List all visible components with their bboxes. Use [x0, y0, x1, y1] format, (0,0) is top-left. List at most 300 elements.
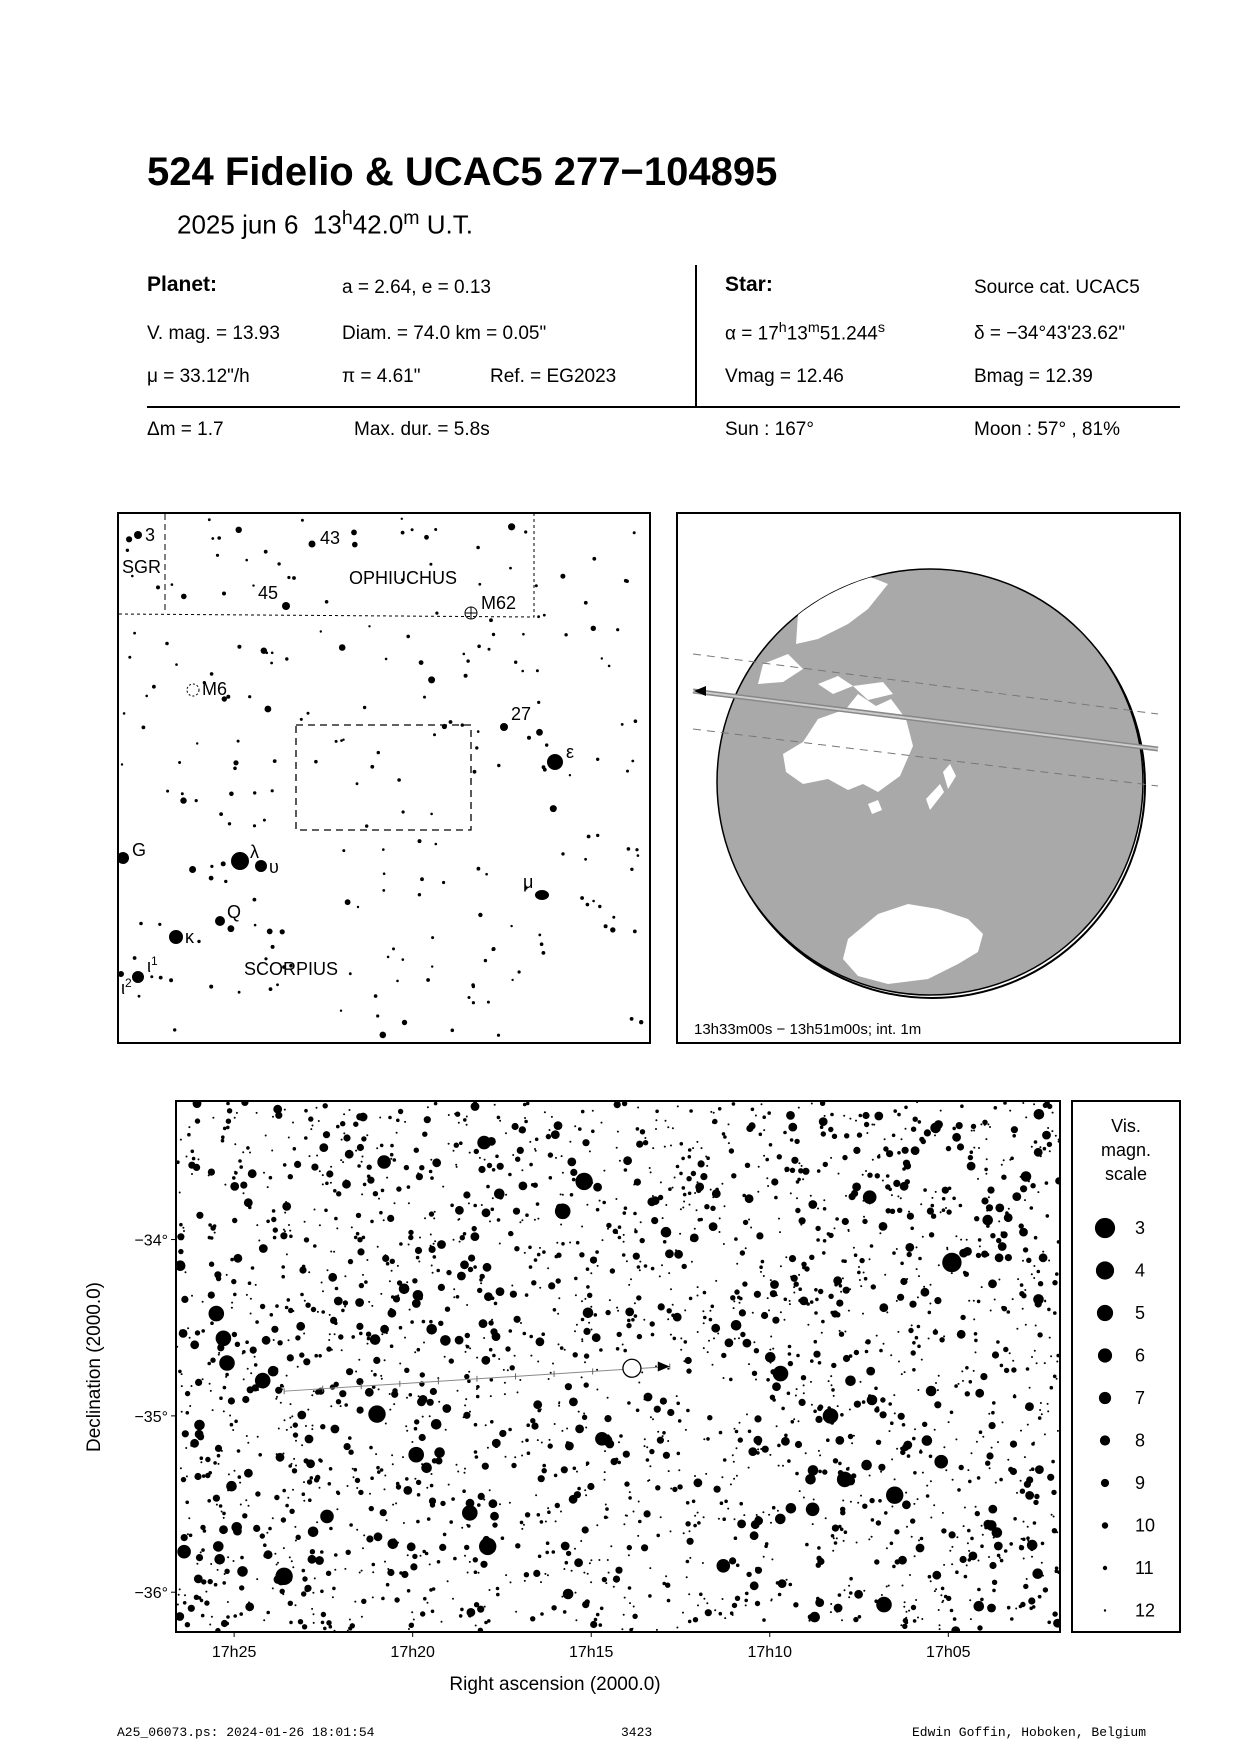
- finder-star: [451, 1029, 455, 1033]
- field-star: [604, 1450, 606, 1452]
- field-star: [683, 1193, 687, 1197]
- field-star: [633, 1511, 635, 1513]
- field-star: [288, 1601, 293, 1606]
- finder-star: [339, 644, 346, 651]
- field-star: [301, 1591, 306, 1596]
- field-star: [185, 1501, 189, 1505]
- field-star: [879, 1303, 888, 1312]
- field-star: [456, 1295, 460, 1299]
- field-star: [685, 1429, 687, 1431]
- field-star: [433, 1255, 437, 1259]
- finder-star: [431, 965, 433, 967]
- field-star: [999, 1557, 1001, 1559]
- field-star: [1033, 1103, 1035, 1105]
- field-star: [831, 1384, 833, 1386]
- field-star: [843, 1540, 845, 1542]
- field-star: [232, 1218, 237, 1223]
- field-star: [561, 1155, 563, 1157]
- field-star: [390, 1153, 394, 1157]
- field-star: [416, 1480, 421, 1485]
- finder-star: [401, 518, 403, 520]
- field-star: [188, 1517, 190, 1519]
- field-star: [330, 1251, 332, 1253]
- finder-star: [126, 536, 132, 542]
- field-star: [915, 1336, 919, 1340]
- finder-star: [173, 1028, 176, 1031]
- field-star: [316, 1155, 318, 1157]
- field-star: [921, 1618, 923, 1620]
- field-star: [290, 1426, 292, 1428]
- field-star: [228, 1397, 235, 1404]
- field-star: [882, 1180, 884, 1182]
- field-star: [582, 1139, 589, 1146]
- event-hour: 13: [312, 209, 342, 240]
- field-star: [357, 1407, 364, 1414]
- finder-star: [497, 1034, 500, 1037]
- field-star: [1023, 1247, 1028, 1252]
- field-star: [1021, 1538, 1023, 1540]
- field-star: [770, 1362, 772, 1364]
- field-star: [1039, 1146, 1041, 1148]
- field-star: [832, 1525, 839, 1532]
- field-star: [231, 1522, 242, 1533]
- field-star: [1051, 1490, 1056, 1495]
- field-star: [926, 1485, 928, 1487]
- field-star: [697, 1331, 699, 1333]
- field-star: [276, 1564, 278, 1566]
- field-star: [336, 1125, 340, 1129]
- field-star: [312, 1425, 314, 1427]
- finder-star: [133, 632, 136, 635]
- field-star: [987, 1187, 994, 1194]
- field-star: [813, 1351, 820, 1358]
- finder-star: [542, 951, 546, 955]
- field-star: [184, 1594, 186, 1596]
- field-star: [618, 1236, 622, 1240]
- field-star: [1019, 1228, 1028, 1237]
- field-star: [948, 1421, 950, 1423]
- field-star: [419, 1434, 426, 1441]
- finder-star: [627, 847, 631, 851]
- field-star: [253, 1525, 260, 1532]
- field-star: [916, 1246, 918, 1248]
- field-star: [614, 1102, 621, 1108]
- field-star: [289, 1230, 291, 1232]
- field-star: [902, 1423, 906, 1427]
- finder-star: [196, 742, 198, 744]
- field-star: [526, 1423, 530, 1427]
- field-star: [264, 1550, 273, 1559]
- field-star: [463, 1232, 467, 1236]
- field-star: [287, 1298, 291, 1302]
- field-star: [396, 1132, 398, 1134]
- field-star: [871, 1536, 873, 1538]
- field-star: [812, 1523, 814, 1525]
- field-star: [239, 1482, 241, 1484]
- field-star: [302, 1569, 306, 1573]
- field-star: [331, 1425, 340, 1434]
- finder-star: [396, 980, 399, 983]
- field-star: [178, 1370, 182, 1374]
- field-star: [627, 1545, 632, 1550]
- field-star: [499, 1503, 501, 1505]
- field-star: [405, 1477, 409, 1481]
- globe-canvas: [678, 514, 1179, 1042]
- field-star: [178, 1249, 183, 1254]
- finder-star: [535, 584, 538, 587]
- field-star: [896, 1248, 898, 1250]
- finder-star: [509, 567, 512, 570]
- legend-mag-label: 3: [1135, 1218, 1146, 1238]
- field-star: [336, 1508, 338, 1510]
- field-star: [587, 1573, 589, 1575]
- finder-star: [189, 866, 196, 873]
- field-star: [772, 1398, 776, 1402]
- label-m6: M6: [202, 679, 228, 699]
- field-star: [1025, 1116, 1027, 1118]
- field-star: [995, 1253, 1004, 1262]
- field-star: [982, 1534, 984, 1536]
- field-star: [810, 1300, 814, 1304]
- finder-star: [382, 848, 385, 851]
- field-star: [438, 1284, 445, 1291]
- field-star: [670, 1288, 672, 1290]
- field-star: [594, 1618, 598, 1622]
- field-star: [665, 1204, 667, 1206]
- field-star: [548, 1443, 553, 1448]
- field-star: [647, 1480, 649, 1482]
- field-star: [263, 1543, 267, 1547]
- finder-star: [592, 557, 596, 561]
- finder-star: [219, 812, 223, 816]
- field-star: [496, 1587, 500, 1591]
- bright-star: [806, 1503, 820, 1517]
- field-star: [229, 1415, 231, 1417]
- label-27: 27: [511, 704, 532, 724]
- y-tick-label: −36°: [134, 1585, 168, 1603]
- star-vmag: Vmag = 12.46: [725, 366, 844, 387]
- field-star: [680, 1208, 682, 1210]
- field-star: [514, 1316, 521, 1323]
- field-star: [711, 1305, 715, 1309]
- field-star: [359, 1283, 364, 1288]
- finder-star: [314, 760, 318, 764]
- field-star: [667, 1440, 669, 1442]
- field-star: [340, 1159, 342, 1161]
- field-star: [239, 1585, 244, 1590]
- field-star: [864, 1277, 868, 1281]
- field-star: [198, 1596, 202, 1600]
- field-star: [341, 1139, 343, 1141]
- field-star: [954, 1384, 958, 1388]
- bright-star: [837, 1472, 853, 1488]
- field-star: [1031, 1356, 1033, 1358]
- field-star: [248, 1169, 257, 1178]
- field-star: [623, 1156, 632, 1165]
- field-star: [476, 1395, 480, 1399]
- field-star: [449, 1520, 453, 1524]
- field-star: [435, 1457, 442, 1464]
- field-star: [464, 1404, 466, 1406]
- field-star: [342, 1391, 346, 1395]
- field-star: [640, 1221, 642, 1223]
- field-star: [1047, 1403, 1049, 1405]
- field-star: [845, 1195, 847, 1197]
- field-star: [724, 1205, 726, 1207]
- field-star: [686, 1409, 690, 1413]
- field-star: [984, 1168, 988, 1172]
- field-star: [756, 1232, 763, 1239]
- field-star: [390, 1259, 395, 1264]
- field-star: [538, 1555, 542, 1559]
- field-star: [588, 1322, 590, 1324]
- field-star: [577, 1487, 581, 1491]
- field-star: [438, 1401, 440, 1403]
- field-star: [753, 1341, 755, 1343]
- field-star: [249, 1152, 251, 1154]
- field-star: [288, 1339, 290, 1341]
- field-star: [1025, 1402, 1034, 1411]
- field-star: [721, 1353, 726, 1358]
- field-star: [889, 1430, 891, 1432]
- star-27: [500, 723, 508, 731]
- field-star: [361, 1136, 366, 1141]
- field-star: [296, 1322, 305, 1331]
- field-star: [412, 1278, 417, 1283]
- field-star: [399, 1571, 403, 1575]
- legend-star-12: [1104, 1609, 1106, 1611]
- field-star: [189, 1534, 193, 1538]
- field-star: [505, 1346, 510, 1351]
- label-m62: M62: [481, 593, 517, 613]
- label-g: G: [132, 840, 147, 860]
- field-star: [581, 1338, 583, 1340]
- finder-star: [418, 893, 421, 896]
- field-star: [870, 1244, 874, 1248]
- field-star: [796, 1388, 798, 1390]
- field-star: [241, 1102, 248, 1106]
- legend-star-8: [1100, 1435, 1110, 1445]
- field-star: [739, 1302, 741, 1304]
- field-star: [742, 1281, 747, 1286]
- field-star: [194, 1575, 203, 1584]
- field-star: [731, 1320, 742, 1331]
- field-star: [768, 1514, 770, 1516]
- field-star: [1012, 1360, 1014, 1362]
- field-star: [313, 1622, 315, 1624]
- field-star: [814, 1311, 818, 1315]
- field-star: [815, 1226, 820, 1231]
- field-star: [476, 1385, 480, 1389]
- finder-star: [363, 706, 366, 709]
- field-star: [557, 1124, 559, 1126]
- field-star: [1016, 1492, 1018, 1494]
- field-star: [610, 1545, 612, 1547]
- field-star: [981, 1197, 988, 1204]
- field-star: [940, 1594, 942, 1596]
- field-star: [186, 1156, 188, 1158]
- field-star: [561, 1242, 565, 1246]
- field-star: [924, 1129, 931, 1136]
- star-heading: Star:: [725, 273, 773, 296]
- field-star: [334, 1553, 338, 1557]
- field-star: [689, 1530, 691, 1532]
- field-star: [283, 1547, 285, 1549]
- field-star: [461, 1527, 463, 1529]
- field-star: [444, 1356, 446, 1358]
- field-star: [447, 1580, 449, 1582]
- field-star: [404, 1368, 409, 1373]
- field-star: [1043, 1147, 1047, 1151]
- field-star: [496, 1593, 500, 1597]
- field-star: [280, 1589, 285, 1594]
- field-star: [992, 1580, 997, 1585]
- field-star: [1025, 1324, 1027, 1326]
- field-star: [406, 1430, 408, 1432]
- field-star: [570, 1193, 574, 1197]
- field-star: [465, 1398, 467, 1400]
- field-star: [1010, 1441, 1017, 1448]
- field-star: [463, 1416, 465, 1418]
- field-star: [282, 1276, 284, 1278]
- field-star: [755, 1115, 757, 1117]
- finder-star: [221, 861, 226, 866]
- field-star: [561, 1542, 570, 1551]
- finder-star: [253, 898, 257, 902]
- field-star: [900, 1182, 909, 1191]
- label-scorpius: SCORPIUS: [244, 959, 339, 979]
- finder-star: [631, 760, 634, 763]
- field-star: [431, 1265, 433, 1267]
- field-star: [1023, 1558, 1025, 1560]
- field-star: [895, 1559, 900, 1564]
- field-star: [696, 1141, 698, 1143]
- field-star: [711, 1324, 720, 1333]
- field-star: [918, 1120, 922, 1124]
- field-star: [821, 1332, 823, 1334]
- field-star: [974, 1601, 985, 1612]
- field-star: [790, 1138, 794, 1142]
- field-star: [433, 1217, 435, 1219]
- field-star: [650, 1321, 655, 1326]
- field-star: [288, 1174, 293, 1179]
- field-star: [907, 1252, 912, 1257]
- field-star: [687, 1538, 694, 1545]
- field-star: [327, 1269, 329, 1271]
- field-star: [292, 1122, 294, 1124]
- field-star: [952, 1133, 961, 1142]
- field-star: [758, 1166, 760, 1168]
- finder-star: [610, 927, 615, 932]
- field-star: [480, 1282, 482, 1284]
- field-star: [961, 1370, 963, 1372]
- field-star: [519, 1182, 528, 1191]
- field-star: [283, 1229, 285, 1231]
- field-star: [423, 1597, 427, 1601]
- field-star: [300, 1293, 304, 1297]
- field-star: [698, 1479, 700, 1481]
- field-star: [430, 1502, 435, 1507]
- field-star: [795, 1395, 797, 1397]
- field-star: [897, 1208, 902, 1213]
- field-star: [691, 1171, 696, 1176]
- field-star: [596, 1389, 598, 1391]
- field-star: [732, 1102, 736, 1106]
- field-star: [560, 1224, 562, 1226]
- field-star: [214, 1583, 218, 1587]
- field-star: [684, 1340, 688, 1344]
- field-star: [788, 1352, 792, 1356]
- field-star: [349, 1523, 353, 1527]
- field-star: [772, 1348, 774, 1350]
- finder-star: [634, 719, 638, 723]
- finder-star: [435, 612, 438, 615]
- field-star: [934, 1429, 936, 1431]
- field-star: [372, 1596, 374, 1598]
- field-star: [886, 1547, 888, 1549]
- field-star: [883, 1343, 885, 1345]
- finder-star: [488, 648, 491, 651]
- planet-motion: μ = 33.12"/h: [147, 366, 250, 387]
- field-star: [686, 1368, 691, 1373]
- field-star: [430, 1245, 432, 1247]
- field-star: [474, 1602, 479, 1607]
- field-star: [789, 1583, 793, 1587]
- field-star: [330, 1166, 332, 1168]
- field-star: [537, 1439, 539, 1441]
- field-star: [292, 1566, 294, 1568]
- field-star: [1039, 1253, 1048, 1262]
- field-star: [409, 1623, 414, 1628]
- field-star: [245, 1473, 249, 1477]
- field-star: [490, 1395, 492, 1397]
- field-star: [565, 1442, 574, 1451]
- field-star: [208, 1579, 213, 1584]
- field-star: [213, 1541, 224, 1552]
- field-star: [357, 1144, 364, 1151]
- finder-star: [419, 660, 424, 665]
- field-star: [952, 1127, 956, 1131]
- bright-star: [479, 1538, 496, 1555]
- field-star: [385, 1423, 387, 1425]
- finder-star: [472, 1001, 475, 1004]
- field-star: [751, 1108, 755, 1112]
- field-star: [446, 1270, 451, 1275]
- field-star: [668, 1187, 672, 1191]
- field-star: [985, 1461, 990, 1466]
- field-star: [325, 1182, 329, 1186]
- field-star: [743, 1220, 748, 1225]
- finder-star: [392, 947, 395, 950]
- field-star: [830, 1157, 832, 1159]
- field-star: [483, 1263, 492, 1272]
- field-star: [463, 1118, 467, 1122]
- field-star: [277, 1562, 279, 1564]
- field-star: [426, 1487, 428, 1489]
- field-star: [723, 1135, 727, 1139]
- field-star: [185, 1622, 190, 1627]
- legend-title: Vis.: [1111, 1116, 1141, 1136]
- field-star: [599, 1200, 601, 1202]
- field-star: [940, 1211, 942, 1213]
- field-star: [330, 1384, 335, 1389]
- field-star: [234, 1420, 238, 1424]
- field-star: [990, 1310, 992, 1312]
- field-star: [280, 1232, 287, 1239]
- field-star: [913, 1503, 915, 1505]
- magnitude-legend: [1071, 1100, 1181, 1633]
- field-star: [226, 1119, 231, 1124]
